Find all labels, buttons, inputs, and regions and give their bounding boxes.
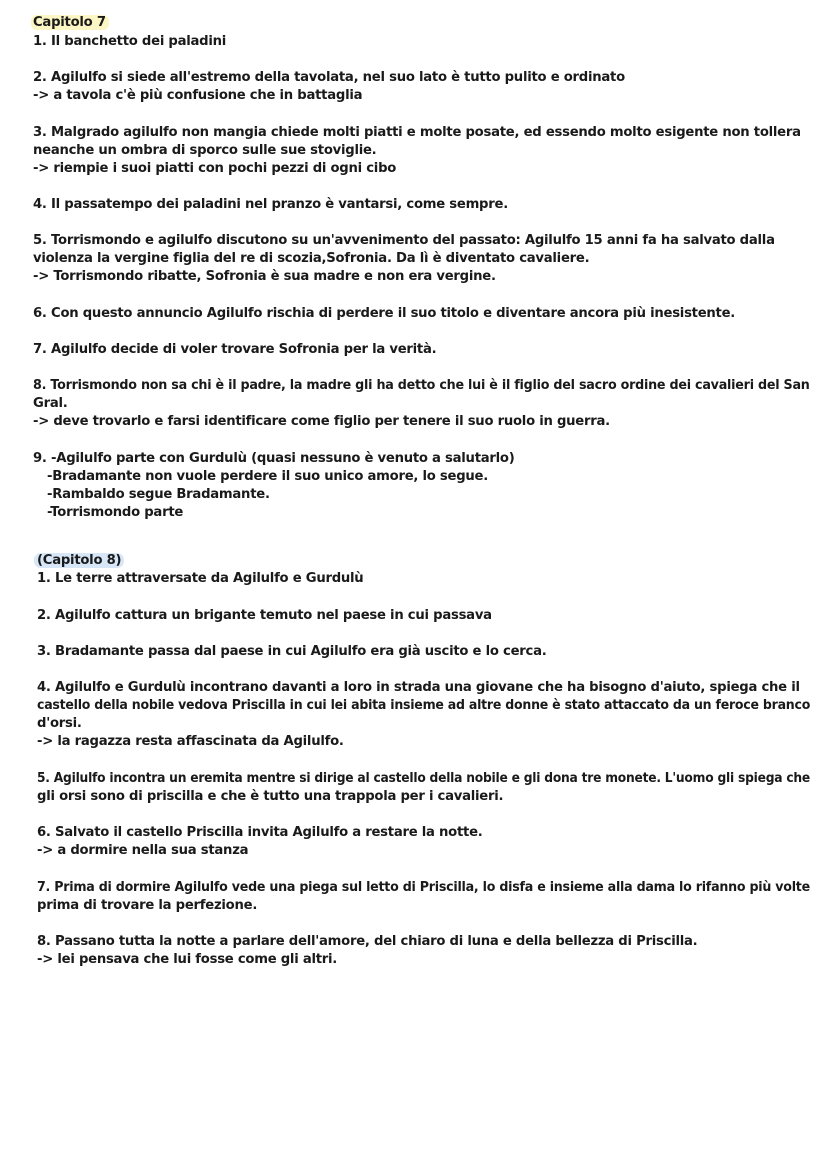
ch7-item-1: 1. Il banchetto dei paladini [33,34,227,49]
ch7-item-5: 5. Torrismondo e agilulfo discutono su un'avvenimento del passato: Agilulfo 15 anni fa ha salvato dalla [33,233,775,248]
ch8-item-5: 5. Agilulfo incontra un eremita mentre si dirige al castello della nobile e gli dona tre monete. L'uomo gli spiega che [37,771,810,786]
chapter-8-heading [37,552,124,570]
ch8-item-7: 7. Prima di dormire Agilulfo vede una piega sul letto di Priscilla, lo disfa e insieme alla dama lo rifanno più volte [37,880,810,895]
ch7-item-2: 2. Agilulfo si siede all'estremo della tavolata, nel suo lato è tutto pulito e ordinato [33,70,625,85]
ch8-item-5-cont: gli orsi sono di priscilla e che è tutto una trappola per i cavalieri. [37,789,504,804]
ch7-item-7: 7. Agilulfo decide di voler trovare Sofronia per la verità. [33,342,437,357]
ch7-item-3-note: -> riempie i suoi piatti con pochi pezzi di ogni cibo [33,161,397,176]
chapter-7-heading [33,14,109,32]
ch8-item-1: 1. Le terre attraversate da Agilulfo e Gurdulù [37,571,364,586]
ch7-item-3: 3. Malgrado agilulfo non mangia chiede molti piatti e molte posate, ed essendo molto esigente non tollera [33,125,801,140]
ch7-item-5-cont: violenza la vergine figlia del re di scozia,Sofronia. Da lì è diventato cavaliere. [33,251,590,266]
ch8-item-6: 6. Salvato il castello Priscilla invita Agilulfo a restare la notte. [37,825,483,840]
ch7-item-6: 6. Con questo annuncio Agilulfo rischia di perdere il suo titolo e diventare ancora più inesistente. [33,306,736,321]
ch7-item-8-cont: Gral. [33,396,68,411]
ch8-item-6-note: -> a dormire nella sua stanza [37,843,249,858]
ch7-item-8: 8. Torrismondo non sa chi è il padre, la madre gli ha detto che lui è il figlio del sacro ordine dei cavalieri del San [33,378,810,393]
ch7-item-9-sub-2: -Rambaldo segue Bradamante. [47,487,270,502]
ch7-item-9-sub-3: -Torrismondo parte [47,505,184,520]
ch8-item-7-cont: prima di trovare la perfezione. [37,898,258,913]
ch8-item-8: 8. Passano tutta la notte a parlare dell'amore, del chiaro di luna e della bellezza di Priscilla. [37,934,698,949]
ch8-item-2: 2. Agilulfo cattura un brigante temuto nel paese in cui passava [37,608,492,623]
ch7-item-9: 9. -Agilulfo parte con Gurdulù (quasi nessuno è venuto a salutarlo) [33,451,515,466]
ch7-item-5-note: -> Torrismondo ribatte, Sofronia è sua madre e non era vergine. [33,269,496,284]
chapter-7-title: Capitolo 7 [31,15,109,30]
ch8-item-4-note: -> la ragazza resta affascinata da Agilulfo. [37,734,344,749]
ch8-item-4-cont-2: d'orsi. [37,716,82,731]
ch7-item-4: 4. Il passatempo dei paladini nel pranzo è vantarsi, come sempre. [33,197,508,212]
ch7-item-3-cont: neanche un ombra di sporco sulle sue stoviglie. [33,143,377,158]
chapter-8-title: (Capitolo 8) [34,553,124,568]
ch8-item-3: 3. Bradamante passa dal paese in cui Agilulfo era già uscito e lo cerca. [37,644,547,659]
ch8-item-4-cont-1: castello della nobile vedova Priscilla in cui lei abita insieme ad altre donne è stato attaccato da un feroce branco [37,698,811,713]
ch8-item-8-note: -> lei pensava che lui fosse come gli altri. [37,952,338,967]
ch7-item-2-note: -> a tavola c'è più confusione che in battaglia [33,88,363,103]
ch8-item-4: 4. Agilulfo e Gurdulù incontrano davanti a loro in strada una giovane che ha bisogno d'aiuto, spiega che il [37,680,800,695]
ch7-item-9-sub-1: -Bradamante non vuole perdere il suo unico amore, lo segue. [47,469,489,484]
ch7-item-8-note: -> deve trovarlo e farsi identificare come figlio per tenere il suo ruolo in guerra. [33,414,610,429]
